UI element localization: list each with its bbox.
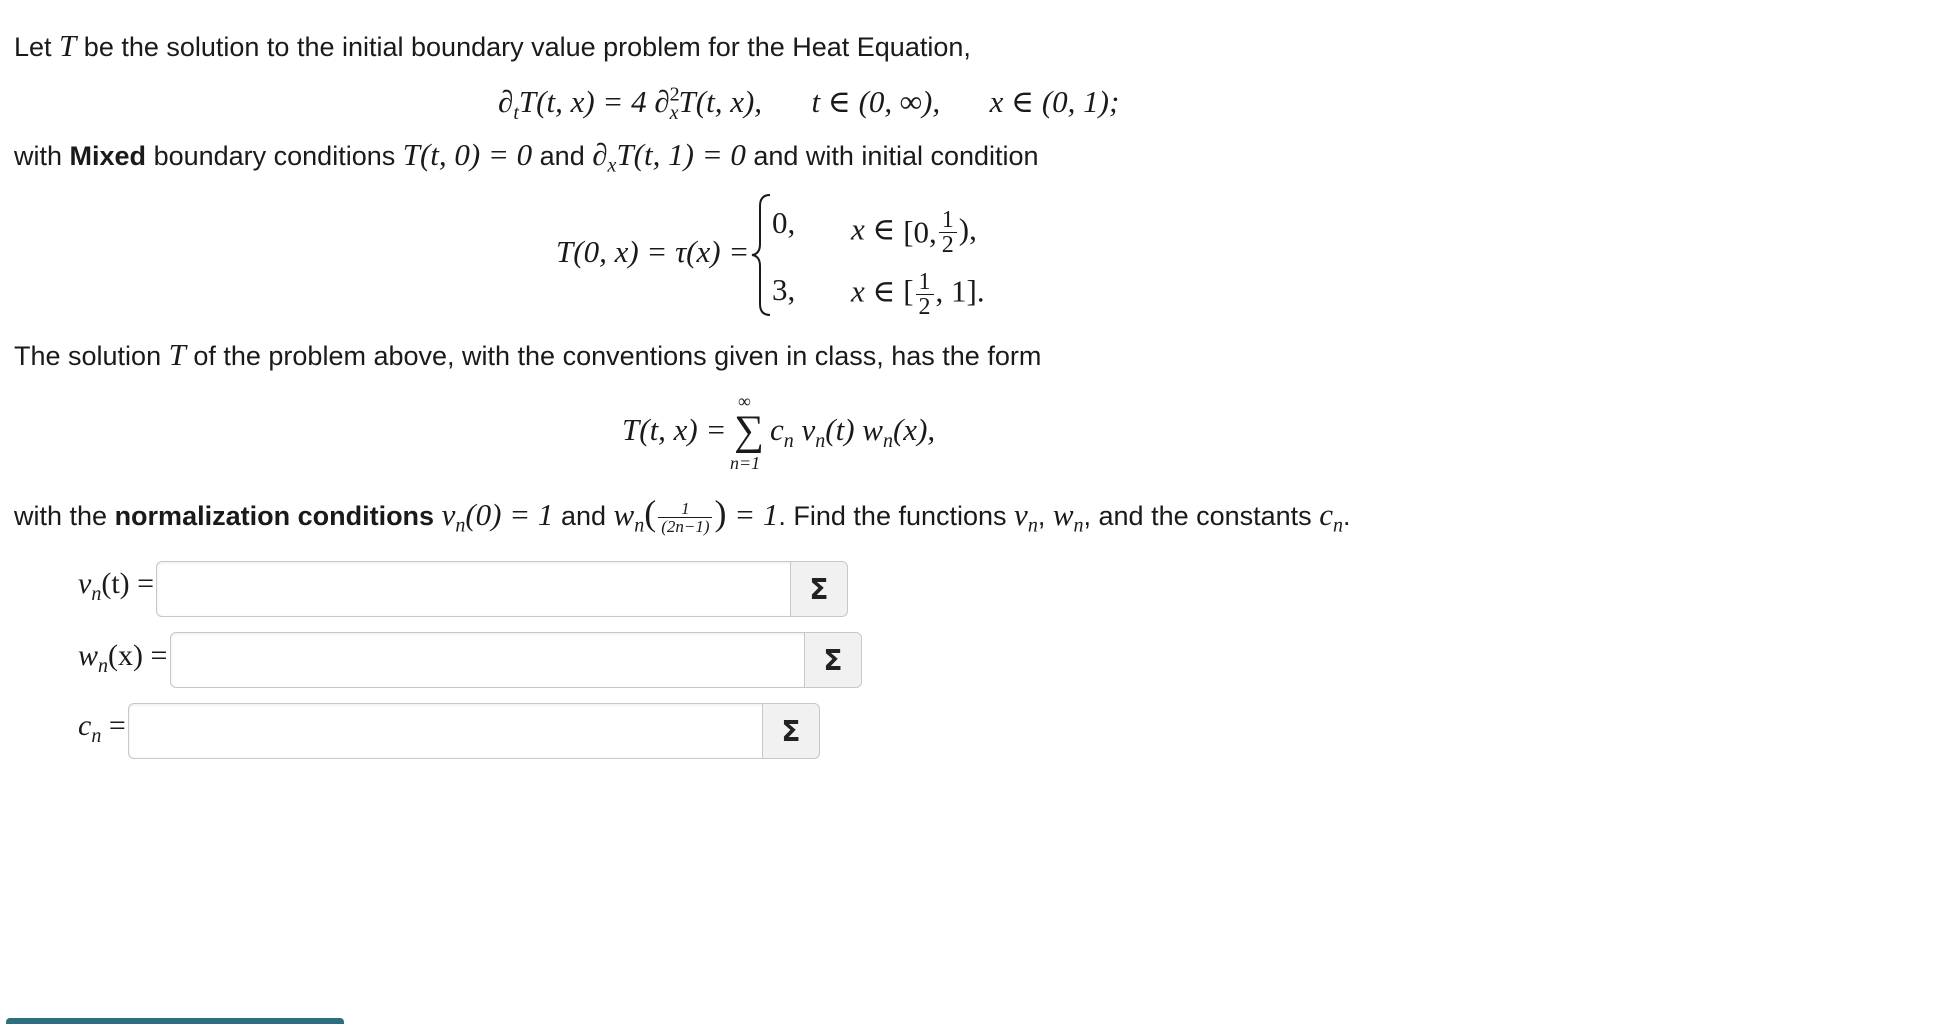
wn-equation-editor-button[interactable]	[804, 632, 862, 688]
sigma-icon: Σ	[781, 714, 801, 748]
answer-label-cn: $c_n$ =	[78, 709, 126, 747]
answer-label-wn: $w_n(x)$ =	[78, 639, 168, 677]
vn-answer-input[interactable]	[156, 561, 792, 617]
bottom-button-edge[interactable]	[6, 1018, 344, 1024]
cn-equation-editor-button[interactable]	[762, 703, 820, 759]
answer-label-vn: $v_n(t)$ =	[78, 567, 155, 605]
series-summand: $c_n$ $v_n(t)$ $w_n(x)$,	[770, 412, 936, 453]
series-upper-limit: ∞	[738, 391, 751, 411]
boundary-conditions-text: with Mixed boundary conditions T(t, 0) = 0 and $\partial_xT(t$, 1) = 0 and with initial condition	[14, 137, 1039, 177]
series-lhs: T(t, x) =	[622, 412, 727, 447]
normalization-text: with the normalization conditions $v_n(0) = 1$ and $w_n$( $\frac{1}{(2n-1)}$ ) = 1. Find the functions $v_n$, $w_n$, and the constants $c_n$.	[14, 493, 1351, 537]
case-2-domain: x ∈ [ $\frac{1}{2}$ , 1].	[851, 269, 985, 320]
wn-answer-input[interactable]	[170, 632, 806, 688]
vn-equation-editor-button[interactable]	[790, 561, 848, 617]
initial-condition-lhs: T(0, x) = τ(x) =	[556, 234, 750, 269]
series-lower-limit: n=1	[730, 453, 761, 473]
case-1-value: 0,	[772, 205, 796, 240]
cn-answer-input[interactable]	[128, 703, 764, 759]
case-2-value: 3,	[772, 272, 796, 307]
solution-intro-text: The solution T of the problem above, with the conventions given in class, has the form	[14, 337, 1042, 372]
intro-text: Let T be the solution to the initial boundary value problem for the Heat Equation,	[14, 28, 971, 63]
heat-equation: $\partial_tT(t$, x) = 4 ∂$^2_x$T(t, x), t ∈ (0, ∞), x ∈ (0, 1);	[498, 83, 1120, 125]
sigma-icon: Σ	[823, 643, 843, 677]
t-domain: t ∈ (0, ∞),	[811, 84, 941, 119]
case-1-domain: x ∈ [0, $\frac{1}{2}$ ),	[851, 207, 977, 258]
piecewise-brace	[750, 192, 774, 318]
sigma-symbol: ∑	[734, 408, 764, 454]
x-domain: x ∈ (0, 1);	[989, 84, 1120, 119]
sigma-icon: Σ	[809, 572, 829, 606]
